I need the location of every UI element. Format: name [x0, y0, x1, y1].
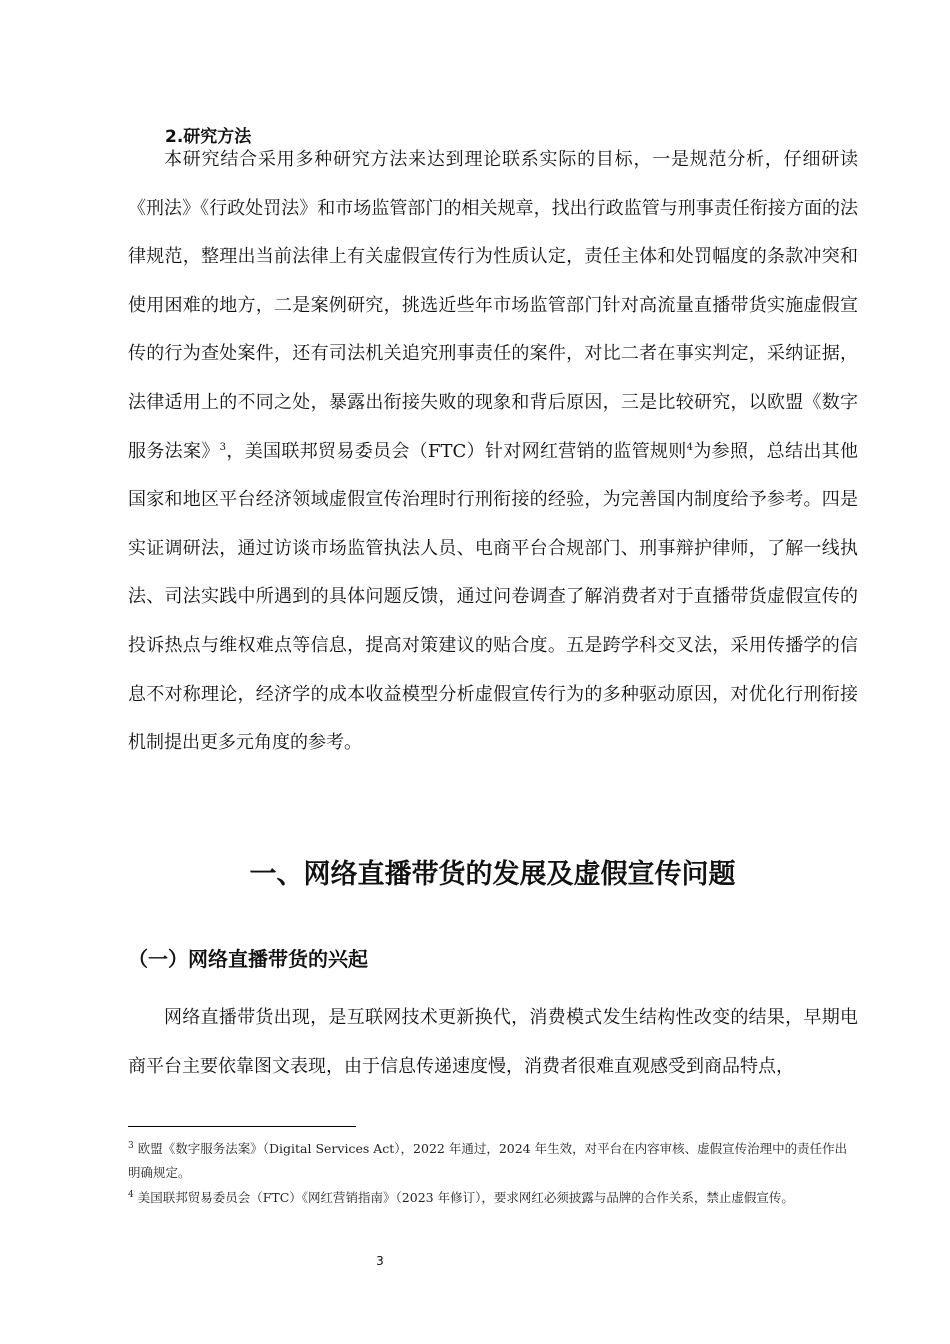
- section-paragraph: 网络直播带货出现，是互联网技术更新换代，消费模式发生结构性改变的结果，早期电商平台主要依靠图文表现，由于信息传递速度慢，消费者很难直观感受到商品特点，: [128, 1007, 858, 1077]
- footnote-3-text: 欧盟《数字服务法案》（Digital Services Act），2022 年通过，2024 年生效，对平台在内容审核、虚假宣传治理中的责任作出明确规定。: [128, 1141, 848, 1180]
- footnote-3: [128, 1137, 858, 1185]
- footnote-divider: [128, 1126, 356, 1127]
- section-title: （一）网络直播带货的兴起: [128, 947, 368, 971]
- footnote-4-text: 美国联邦贸易委员会（FTC）《网红营销指南》（2023 年修订），要求网红必须披露与品牌的合作关系，禁止虚假宣传。: [137, 1190, 794, 1205]
- method-paragraph-part1: 本研究结合采用多种研究方法来达到理论联系实际的目标，一是规范分析，仔细研读《刑法》《行政处罚法》和市场监管部门的相关规章，找出行政监管与刑事责任衔接方面的法律规范，整理出当前法律上有关虚假宣传行为性质认定，责任主体和处罚幅度的条款冲突和使用困难的地方，二是案例研究，挑选近些年市场监管部门针对高流量直播带货实施虚假宣传的行为查处案件，还有司法机关追究刑事责任的案件，对比二者在事实判定，采纳证据，法律适用上的不同之处，暴露出衔接失败的现象和背后原因，三是比较研究，以欧盟《数字服务法案》: [128, 149, 858, 462]
- chapter-title: 一、网络直播带货的发展及虚假宣传问题: [249, 859, 736, 890]
- method-paragraph-part2: ，美国联邦贸易委员会（FTC）针对网红营销的监管规则: [226, 440, 687, 462]
- footnote-4-mark: 4: [128, 1189, 134, 1200]
- footnote-3-mark: 3: [128, 1140, 134, 1151]
- footnote-ref-4[interactable]: 4: [686, 441, 694, 453]
- page-number: 3: [376, 1254, 384, 1268]
- footnote-4: [128, 1186, 858, 1210]
- method-heading: 2.研究方法: [165, 127, 252, 147]
- method-paragraph: [128, 136, 858, 768]
- method-paragraph-part3: 为参照，总结出其他国家和地区平台经济领域虚假宣传治理时行刑衔接的经验，为完善国内制度给予参考。四是实证调研法，通过访谈市场监管执法人员、电商平台合规部门、刑事辩护律师，了解一线执法、司法实践中所遇到的具体问题反馈，通过问卷调查了解消费者对于直播带货虚假宣传的投诉热点与维权难点等信息，提高对策建议的贴合度。五是跨学科交叉法，采用传播学的信息不对称理论，经济学的成本收益模型分析虚假宣传行为的多种驱动原因，对优化行刑衔接机制提出更多元角度的参考。: [128, 440, 859, 754]
- footnote-ref-3[interactable]: 3: [219, 441, 227, 453]
